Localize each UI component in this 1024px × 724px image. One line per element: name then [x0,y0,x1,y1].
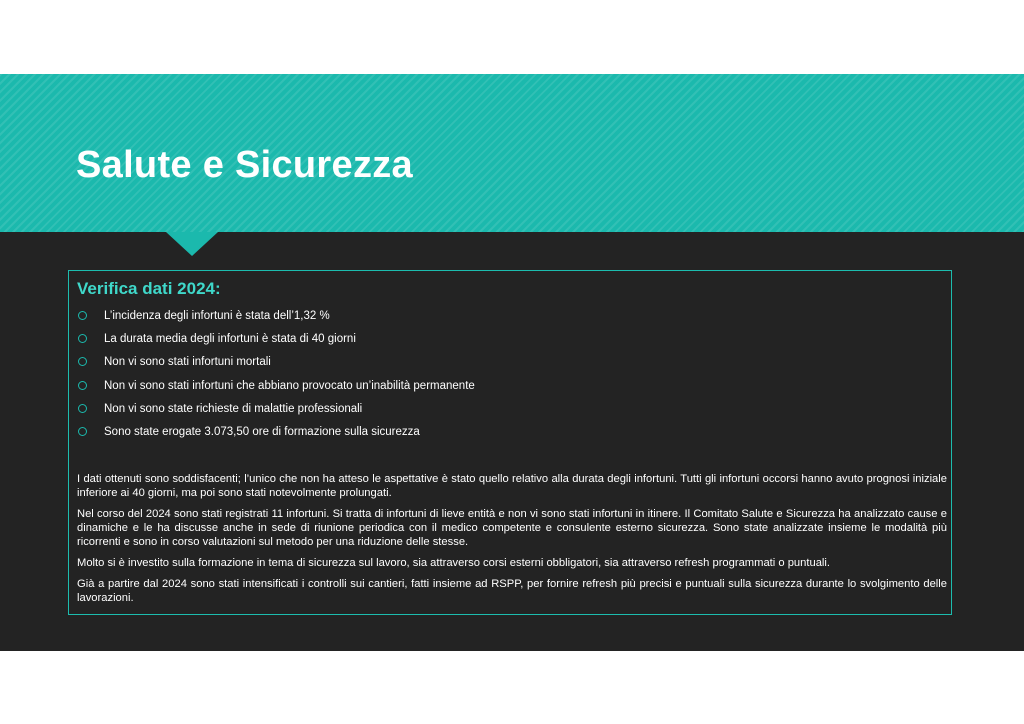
circle-bullet-icon [78,404,87,413]
slide-title: Salute e Sicurezza [76,144,413,186]
bullet-item [77,424,475,447]
bullet-text: La durata media degli infortuni è stata di 40 giorni [104,333,356,346]
circle-bullet-icon [78,381,87,390]
bullet-item [77,354,475,377]
body-text [77,472,947,612]
bullet-text: Non vi sono stati infortuni che abbiano provocato un’inabilità permanente [104,379,475,392]
title-banner [0,74,1024,232]
banner-notch [166,232,218,256]
paragraph: Molto si è investito sulla formazione in tema di sicurezza sul lavoro, sia attraverso corsi esterni obbligatori, sia attraverso refresh programmati o puntuali. [77,557,830,569]
paragraph: Già a partire dal 2024 sono stati intensificati i controlli sui cantieri, fatti insieme ad RSPP, per fornire refresh più precisi e puntuali sulla sicurezza durante lo svolgimento delle lavorazioni. [77,578,947,604]
bullet-text: Non vi sono stati infortuni mortali [104,356,271,369]
bullet-list [77,308,475,447]
slide [0,74,1024,651]
paragraph: Nel corso del 2024 sono stati registrati 11 infortuni. Si tratta di infortuni di lieve entità e non vi sono stati infortuni in itinere. Il Comitato Salute e Sicurezza ha analizzato cause e dinamiche e le ha discusse anche in sede di riunione periodica con il medico competente e consulente esterno sicurezza. Sono state analizzate insieme le modalità più ricorrenti e sono in corso valutazioni sul metodo per una riduzione delle stesse. [77,508,947,548]
circle-bullet-icon [78,334,87,343]
bullet-item [77,401,475,424]
bullet-item [77,331,475,354]
bullet-item [77,308,475,331]
paragraph: I dati ottenuti sono soddisfacenti; l’unico che non ha atteso le aspettative è stato quello relativo alla durata degli infortuni. Tutti gli infortuni occorsi hanno avuto prognosi iniziale inferiore ai 40 giorni, ma poi sono stati notevolmente prolungati. [77,473,947,499]
content-box [68,270,952,615]
section-heading: Verifica dati 2024: [77,279,221,298]
circle-bullet-icon [78,427,87,436]
circle-bullet-icon [78,311,87,320]
circle-bullet-icon [78,357,87,366]
bullet-item [77,378,475,401]
bullet-text: Sono state erogate 3.073,50 ore di formazione sulla sicurezza [104,425,420,438]
bullet-text: L’incidenza degli infortuni è stata dell’1,32 % [104,310,330,322]
bullet-text: Non vi sono state richieste di malattie professionali [104,402,363,415]
